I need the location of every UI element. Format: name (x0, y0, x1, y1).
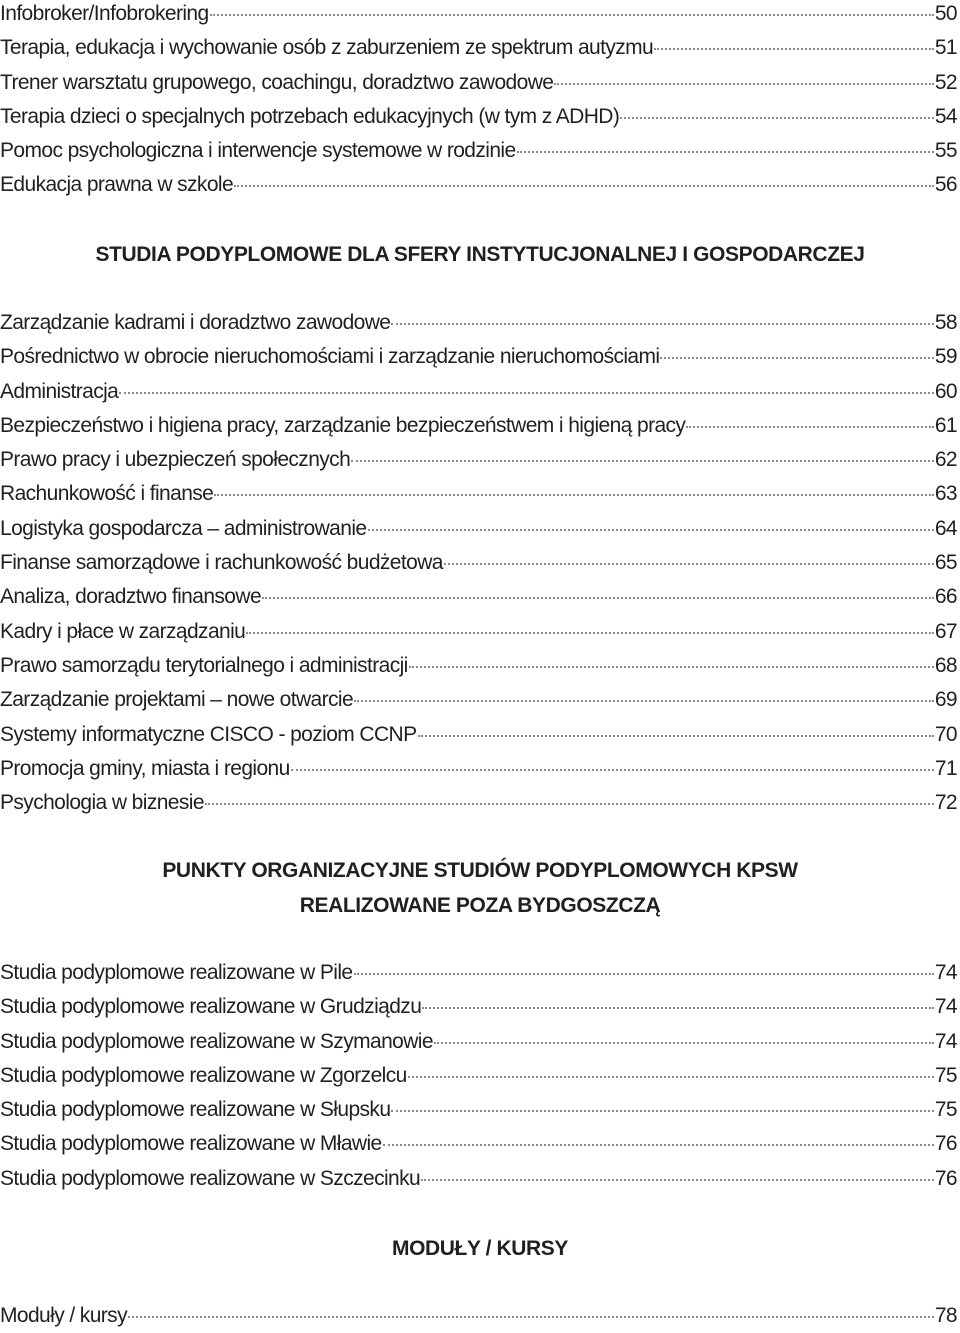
toc-entry-title: Analiza, doradztwo finansowe (0, 585, 262, 609)
toc-entry-title: Studia podyplomowe realizowane w Zgorzelcu (0, 1063, 407, 1087)
dot-leader (408, 1076, 934, 1078)
toc-entry-page: 74 (934, 995, 957, 1019)
toc-entry[interactable] (0, 718, 957, 752)
toc-entry[interactable] (0, 375, 957, 409)
dot-leader (119, 392, 934, 394)
toc-group-2 (0, 306, 957, 820)
toc-entry-page: 64 (934, 516, 957, 540)
dot-leader (444, 563, 934, 565)
toc-entry-page: 60 (934, 379, 957, 403)
dot-leader (434, 1042, 934, 1044)
dot-leader (234, 185, 934, 187)
toc-entry-page: 72 (934, 791, 957, 815)
dot-leader (660, 357, 933, 359)
dot-leader (128, 1316, 934, 1318)
dot-leader (351, 460, 934, 462)
toc-entry-title: Rachunkowość i finanse (0, 482, 214, 506)
toc-entry[interactable] (0, 66, 957, 100)
toc-entry-page: 75 (934, 1063, 957, 1087)
toc-entry-page: 74 (934, 1029, 957, 1053)
dot-leader (686, 426, 933, 428)
toc-entry-page: 66 (934, 585, 957, 609)
dot-leader (214, 494, 934, 496)
section-heading-line-2: REALIZOWANE POZA BYDGOSZCZĄ (299, 894, 661, 917)
toc-entry[interactable] (0, 1093, 957, 1127)
toc-group-4 (0, 1299, 957, 1333)
toc-entry[interactable] (0, 956, 957, 990)
toc-entry[interactable] (0, 31, 957, 65)
section-heading-line-1: PUNKTY ORGANIZACYJNE STUDIÓW PODYPLOMOWYCH KPSW (162, 859, 798, 882)
toc-entry[interactable] (0, 1025, 957, 1059)
toc-entry[interactable] (0, 1299, 957, 1333)
dot-leader (246, 632, 934, 634)
dot-leader (354, 700, 934, 702)
toc-entry-title: Studia podyplomowe realizowane w Mławie (0, 1132, 382, 1156)
toc-entry-page: 74 (934, 961, 957, 984)
toc-entry-page: 54 (934, 104, 957, 128)
toc-entry[interactable] (0, 443, 957, 477)
toc-entry-page: 62 (934, 448, 957, 472)
dot-leader (517, 151, 934, 153)
toc-entry[interactable] (0, 100, 957, 134)
toc-entry-page: 50 (934, 2, 957, 25)
toc-entry[interactable] (0, 134, 957, 168)
section-heading: MODUŁY / KURSY (391, 1237, 569, 1260)
dot-leader (354, 973, 934, 975)
toc-entry-title: Bezpieczeństwo i higiena pracy, zarządzanie bezpieczeństwem i higieną pracy (0, 413, 686, 437)
toc-entry-page: 65 (934, 551, 957, 575)
dot-leader (262, 597, 934, 599)
dot-leader (421, 1179, 934, 1181)
toc-entry[interactable] (0, 306, 957, 340)
toc-entry[interactable] (0, 615, 957, 649)
dot-leader (391, 323, 933, 325)
toc-entry-title: Moduły / kursy (0, 1304, 127, 1327)
toc-entry-title: Studia podyplomowe realizowane w Grudziądzu (0, 995, 422, 1019)
toc-entry-title: Prawo samorządu terytorialnego i administracji (0, 653, 408, 677)
toc-entry-title: Prawo pracy i ubezpieczeń społecznych (0, 448, 351, 472)
toc-entry[interactable] (0, 649, 957, 683)
toc-entry[interactable] (0, 409, 957, 443)
toc-entry-page: 68 (934, 653, 957, 677)
toc-entry-title: Finanse samorządowe i rachunkowość budżetowa (0, 551, 443, 575)
dot-leader (422, 1007, 934, 1009)
toc-entry-page: 55 (934, 139, 957, 163)
toc-entry-page: 69 (934, 688, 957, 712)
toc-entry-title: Studia podyplomowe realizowane w Słupsku (0, 1098, 391, 1122)
dot-leader (418, 735, 934, 737)
toc-entry-page: 78 (934, 1304, 957, 1327)
toc-entry-page: 51 (934, 36, 957, 60)
toc-entry-page: 67 (934, 619, 957, 643)
toc-entry-title: Administracja (0, 379, 119, 403)
dot-leader (368, 529, 934, 531)
toc-entry-title: Terapia dzieci o specjalnych potrzebach edukacyjnych (w tym z ADHD) (0, 104, 620, 128)
toc-entry[interactable] (0, 683, 957, 717)
toc-entry-page: 76 (934, 1166, 957, 1190)
toc-entry-title: Studia podyplomowe realizowane w Pile (0, 961, 353, 984)
section-heading (0, 853, 960, 923)
toc-entry[interactable] (0, 0, 957, 31)
dot-leader (205, 803, 934, 805)
toc-entry-page: 63 (934, 482, 957, 506)
toc-entry[interactable] (0, 1162, 957, 1196)
toc-group-3 (0, 956, 957, 1196)
dot-leader (409, 666, 934, 668)
toc-entry-page: 59 (934, 345, 957, 369)
toc-entry-title: Edukacja prawna w szkole (0, 173, 234, 197)
toc-entry-title: Zarządzanie projektami – nowe otwarcie (0, 688, 354, 712)
toc-entry[interactable] (0, 477, 957, 511)
toc-entry-title: Infobroker/Infobrokering (0, 2, 209, 25)
section-heading: STUDIA PODYPLOMOWE DLA SFERY INSTYTUCJONALNEJ I GOSPODARCZEJ (95, 243, 865, 266)
toc-entry[interactable] (0, 786, 957, 820)
toc-entry[interactable] (0, 752, 957, 786)
toc-entry[interactable] (0, 580, 957, 614)
toc-entry-title: Studia podyplomowe realizowane w Szymanowie (0, 1029, 433, 1053)
toc-entry-title: Psychologia w biznesie (0, 791, 204, 815)
toc-entry-page: 52 (934, 70, 957, 94)
toc-entry[interactable] (0, 168, 957, 202)
dot-leader (383, 1144, 934, 1146)
dot-leader (391, 1110, 933, 1112)
toc-entry-title: Studia podyplomowe realizowane w Szczecinku (0, 1166, 421, 1190)
toc-entry-title: Terapia, edukacja i wychowanie osób z zaburzeniem ze spektrum autyzmu (0, 36, 654, 60)
toc-entry-title: Pośrednictwo w obrocie nieruchomościami i zarządzanie nieruchomościami (0, 345, 660, 369)
toc-entry-title: Zarządzanie kadrami i doradztwo zawodowe (0, 311, 391, 334)
toc-entry[interactable] (0, 1127, 957, 1161)
toc-entry-page: 75 (934, 1098, 957, 1122)
toc-entry-title: Promocja gminy, miasta i regionu (0, 756, 290, 780)
dot-leader (654, 48, 934, 50)
toc-entry-title: Systemy informatyczne CISCO - poziom CCNP (0, 722, 417, 746)
toc-entry-page: 76 (934, 1132, 957, 1156)
toc-entry-title: Pomoc psychologiczna i interwencje systemowe w rodzinie (0, 139, 516, 163)
toc-entry-page: 61 (934, 413, 957, 437)
dot-leader (554, 83, 933, 85)
toc-entry-page: 70 (934, 722, 957, 746)
toc-entry[interactable] (0, 1059, 957, 1093)
toc-entry[interactable] (0, 990, 957, 1024)
toc-group-1 (0, 0, 957, 203)
toc-entry[interactable] (0, 512, 957, 546)
toc-entry-title: Logistyka gospodarcza – administrowanie (0, 516, 367, 540)
toc-entry-page: 56 (934, 173, 957, 197)
toc-entry[interactable] (0, 340, 957, 374)
toc-entry-page: 58 (934, 311, 957, 334)
dot-leader (210, 14, 934, 16)
toc-entry-page: 71 (934, 756, 957, 780)
toc-entry-title: Trener warsztatu grupowego, coachingu, doradztwo zawodowe (0, 70, 554, 94)
dot-leader (620, 117, 934, 119)
toc-entry-title: Kadry i płace w zarządzaniu (0, 619, 246, 643)
toc-entry[interactable] (0, 546, 957, 580)
dot-leader (291, 769, 934, 771)
